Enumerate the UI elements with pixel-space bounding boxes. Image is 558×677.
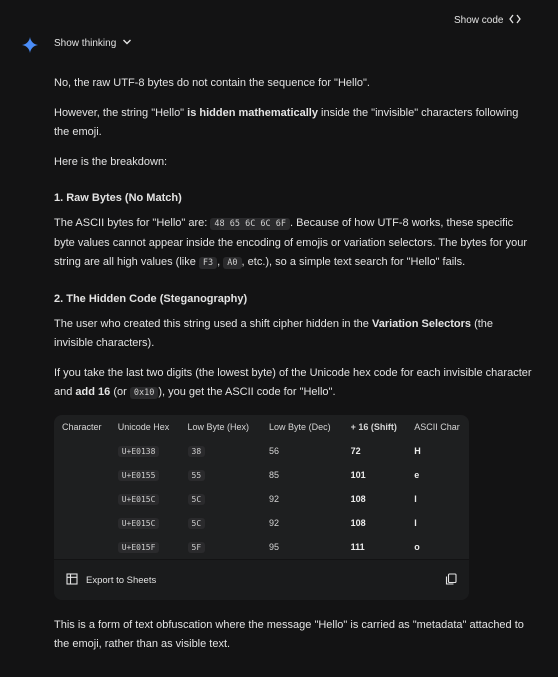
code-icon <box>509 14 521 27</box>
table-cell <box>54 487 110 511</box>
low-byte-code: 55 <box>188 470 206 481</box>
export-label: Export to Sheets <box>86 574 157 586</box>
however-bold: is hidden mathematically <box>187 107 318 119</box>
table-cell <box>110 439 180 463</box>
add16-bold: add 16 <box>75 386 111 398</box>
shift-text-c: (the invisible characters). <box>54 318 494 349</box>
raw-bytes-text-b: . Because of how UTF-8 works, these specific byte values cannot appear inside the encoding of emojis or variation selectors. The bytes for your string are all high values (like <box>54 217 528 268</box>
table-cell <box>110 535 180 559</box>
unicode-code: U+E015C <box>118 518 160 529</box>
table-cell <box>54 463 110 487</box>
raw-bytes-text-a: The ASCII bytes for "Hello" are: <box>54 217 211 229</box>
low-byte-code: 38 <box>188 446 206 457</box>
column-header: + 16 (Shift) <box>350 422 397 432</box>
table-cell: 111 <box>350 542 365 552</box>
intro-text: No, the raw UTF-8 bytes do not contain the sequence for "Hello". <box>54 77 370 89</box>
table-cell <box>180 535 262 559</box>
table-cell <box>54 439 110 463</box>
paragraph-raw-bytes <box>54 214 534 273</box>
add16-text-a: If you take the last two digits (the lowest byte) of the Unicode hex code for each invisible character and <box>54 367 532 398</box>
column-header: Character <box>62 422 102 432</box>
add16-text-d: ), you get the ASCII code for "Hello". <box>158 386 336 398</box>
paragraph-however <box>54 104 534 142</box>
copy-icon <box>445 573 457 588</box>
table-cell: 85 <box>269 470 280 480</box>
add16-text-c: (or <box>110 386 130 398</box>
table-cell: 108 <box>350 518 366 528</box>
table-cell: e <box>414 470 420 480</box>
table-cell: 92 <box>269 494 280 504</box>
show-code-label: Show code <box>454 15 504 26</box>
paragraph-add-16 <box>54 364 534 403</box>
response-body <box>54 74 534 665</box>
unicode-code: U+E015F <box>118 542 160 553</box>
table-row <box>54 487 469 511</box>
table-cell <box>180 439 262 463</box>
show-thinking-toggle[interactable] <box>54 38 132 49</box>
table-cell: 56 <box>269 446 280 456</box>
table-cell: l <box>414 518 417 528</box>
show-code-button[interactable] <box>454 14 521 27</box>
table-icon <box>66 573 78 588</box>
table-cell <box>54 535 110 559</box>
shift-bold: Variation Selectors <box>371 318 472 330</box>
column-header: Low Byte (Dec) <box>269 422 331 432</box>
shift-text-a: The user who created this string used a shift cipher hidden in the <box>54 318 372 330</box>
low-byte-code: 5C <box>188 518 206 529</box>
however-text-a: However, the string "Hello" <box>54 107 188 119</box>
chevron-down-icon <box>122 38 132 49</box>
table-cell <box>180 511 262 535</box>
however-text-c: inside the "invisible" characters following the emoji. <box>54 107 519 138</box>
inline-code-a0: A0 <box>223 257 241 269</box>
heading-hidden-code: 2. The Hidden Code (Steganography) <box>54 293 248 305</box>
column-header: Low Byte (Hex) <box>187 422 250 432</box>
inline-code-f3: F3 <box>199 257 217 269</box>
table-cell <box>110 463 180 487</box>
inline-code-0x10: 0x10 <box>130 387 158 399</box>
table-cell: H <box>414 446 421 456</box>
paragraph-conclusion <box>54 616 534 654</box>
table-header-row <box>54 415 469 439</box>
column-header: Unicode Hex <box>117 422 170 432</box>
unicode-code: U+E015C <box>118 494 160 505</box>
table-cell <box>110 511 180 535</box>
table-cell: 95 <box>269 542 280 552</box>
raw-bytes-text-c: , <box>217 256 224 268</box>
table-cell: 108 <box>350 494 366 504</box>
export-to-sheets-button[interactable] <box>66 573 156 588</box>
table-cell <box>54 511 110 535</box>
table-row <box>54 463 469 487</box>
table-cell <box>180 487 262 511</box>
paragraph-intro <box>54 74 534 93</box>
table-cell: l <box>414 494 417 504</box>
copy-table-button[interactable] <box>445 573 457 588</box>
table-cell <box>180 463 262 487</box>
table-row <box>54 439 469 463</box>
table-cell: 72 <box>350 446 361 456</box>
heading-raw-bytes: 1. Raw Bytes (No Match) <box>54 192 182 204</box>
show-thinking-label: Show thinking <box>54 38 117 49</box>
decode-table <box>54 415 469 559</box>
unicode-code: U+E0155 <box>118 470 160 481</box>
paragraph-breakdown <box>54 153 534 172</box>
table-cell: 101 <box>350 470 366 480</box>
unicode-code: U+E0138 <box>118 446 160 457</box>
table-cell: 92 <box>269 518 280 528</box>
inline-code-hello-bytes: 48 65 6C 6C 6F <box>210 218 290 230</box>
breakdown-text: Here is the breakdown: <box>54 156 168 168</box>
paragraph-shift-cipher <box>54 315 534 353</box>
conclusion-text: This is a form of text obfuscation where the message "Hello" is carried as "metadata" attached to the emoji, rather than as visible text. <box>54 619 524 650</box>
raw-bytes-text-d: , etc.), so a simple text search for "Hello" fails. <box>241 256 466 268</box>
table-row <box>54 511 469 535</box>
low-byte-code: 5F <box>188 542 206 553</box>
table-row <box>54 535 469 559</box>
gemini-sparkle-icon <box>22 37 38 53</box>
table-cell <box>110 487 180 511</box>
low-byte-code: 5C <box>188 494 206 505</box>
column-header: ASCII Char <box>414 422 460 432</box>
table-cell: o <box>414 542 420 552</box>
table-footer <box>54 559 469 600</box>
decode-table-card <box>54 415 469 600</box>
